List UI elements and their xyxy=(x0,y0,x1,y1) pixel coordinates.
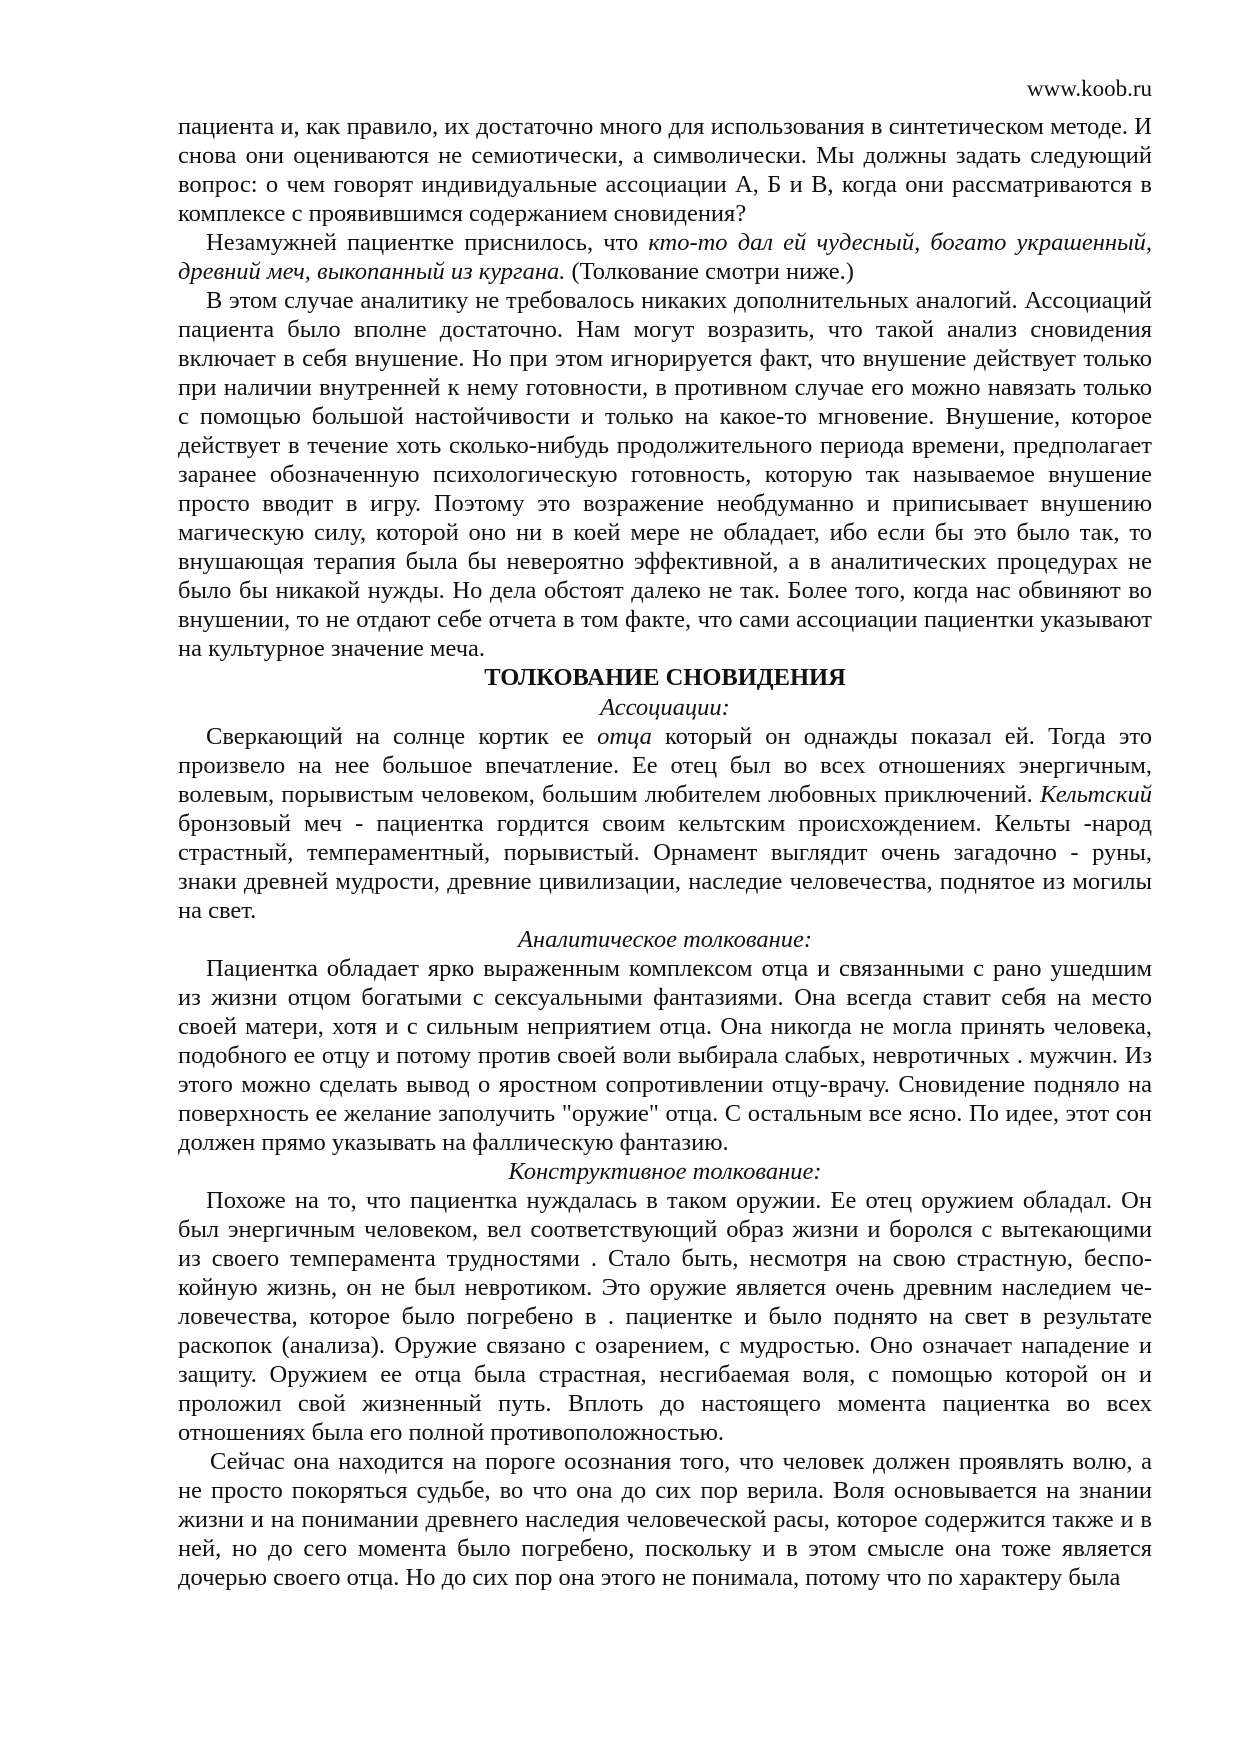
final-paragraph: Сейчас она находится на пороге осознания того, что человек должен проявлять волю, а не просто покоряться судьбе, во что она до сих пор верила. Воля основывается на знании жизни и на понимании древнего наследия человеческой расы, которое содержится также и в ней, но до сего момента было погребено, поскольку и в этом смысле она тоже является дочерью своего отца. Но до сих пор она этого не понимала, потому что по характеру была xyxy=(178,1448,1152,1591)
constructive-label: Конструктивное толкование: xyxy=(508,1158,822,1185)
dream-text-after: (Толкование смотри ниже.) xyxy=(565,258,854,285)
dream-text-before: Незамужней пациентке приснилось, что xyxy=(206,229,649,256)
analytic-label: Аналитическое толкование: xyxy=(517,926,813,953)
assoc-text-2: который он однажды показал ей. Тогда это произвело на нее большое впечатление. Ее отец был во всех отношениях энергичным, волевым, порывистым человеком, большим любителем любовных приключений. xyxy=(178,723,1152,808)
assoc-italic-2: Кельтский xyxy=(1040,781,1152,808)
analytic-paragraph: Пациентка обладает ярко выраженным комплексом отца и связанными с рано ушедшим из жизни отцом богатыми с сексуальными фантазиями. Она всегда ставит себя на место своей матери, хотя и с сильным неприятием отца. Она никогда не могла принять человека, подобного ее отцу и потому против своей воли выбирала слабых, невротичных . мужчин. Из этого можно сделать вывод о яростном сопротивлении отцу-врачу. Сновидение подняло на поверхность ее желание заполучить "оружие" отца. С остальным все ясно. По идее, этот сон должен прямо указывать на фаллическую фантазию. xyxy=(178,955,1152,1156)
associations-label: Ассоциации: xyxy=(600,694,730,721)
assoc-text-1: Сверкающий на солнце кортик ее xyxy=(206,723,598,750)
section-title: ТОЛКОВАНИЕ СНОВИДЕНИЯ xyxy=(484,664,846,691)
document-body xyxy=(178,112,1152,1592)
assoc-text-3: бронзовый меч - пациентка гордится своим кельтским происхождением. Кельты -народ страстный, темпераментный, порывистый. Орнамент выглядит очень загадочно - руны, знаки древней мудрости, древние цивилизации, наследие человечества, поднятое из могилы на свет. xyxy=(178,810,1152,924)
dream-paragraph xyxy=(178,228,1152,286)
assoc-italic-1: отца xyxy=(597,723,652,750)
site-url: www.koob.ru xyxy=(1027,76,1152,101)
dream-text-italic: кто-то дал ей чудесный, богато украшенный, древний меч, выкопанный из кургана. xyxy=(178,229,1152,285)
constructive-paragraph: Похоже на то, что пациентка нуждалась в таком оружии. Ее отец оружием обладал. Он был энергичным человеком, вел соответствующий образ жизни и боролся с вытекающими из своего темперамента трудностями . Стало быть, несмотря на свою страстную, беспокойную жизнь, он не был невротиком. Это оружие является очень древним наследием человечества, которое было погребено в . пациентке и было поднято на свет в результате раскопок (анализа). Оружие связано с озарением, с мудростью. Оно означает нападение и защиту. Оружием ее отца была страстная, несгибаемая воля, с помощью которой он и проложил свой жизненный путь. Вплоть до настоящего момента пациентка во всех отношениях была его полной противоположностью. xyxy=(178,1187,1152,1446)
associations-paragraph xyxy=(178,722,1152,925)
analysis-paragraph: В этом случае аналитику не требовалось никаких дополнительных аналогий. Ассоциаций пациента было вполне достаточно. Нам могут возразить, что такой анализ сновидения включает в себя внушение. Но при этом игнорируется факт, что внушение действует только при наличии внутренней к нему готовности, в противном случае его можно навязать только с помощью большой настойчивости и только на какое-то мгновение. Внушение, которое действует в течение хоть сколько-нибудь продолжительного периода времени, предполагает заранее обозначенную психологическую готовность, которую так называемое внушение просто вводит в игру. Поэтому это возражение необдуманно и приписывает внушению магическую силу, которой оно ни в коей мере не обладает, ибо если бы это было так, то внушающая терапия была бы невероятно эффективной, а в аналитических процедурах не было бы никакой нужды. Но дела обстоят далеко не так. Более того, когда нас обвиняют во внушении, то не отдают себе отчета в том факте, что сами ассоциации пациентки указывают на культурное значение меча. xyxy=(178,287,1152,662)
intro-paragraph: пациента и, как правило, их достаточно много для использования в синтетическом методе. И снова они оцениваются не семиотически, а символически. Мы должны задать следующий вопрос: о чем говорят индивидуальные ассоциации А, Б и В, когда они рассматриваются в комплексе с проявившимся содержанием сновидения? xyxy=(178,113,1152,227)
